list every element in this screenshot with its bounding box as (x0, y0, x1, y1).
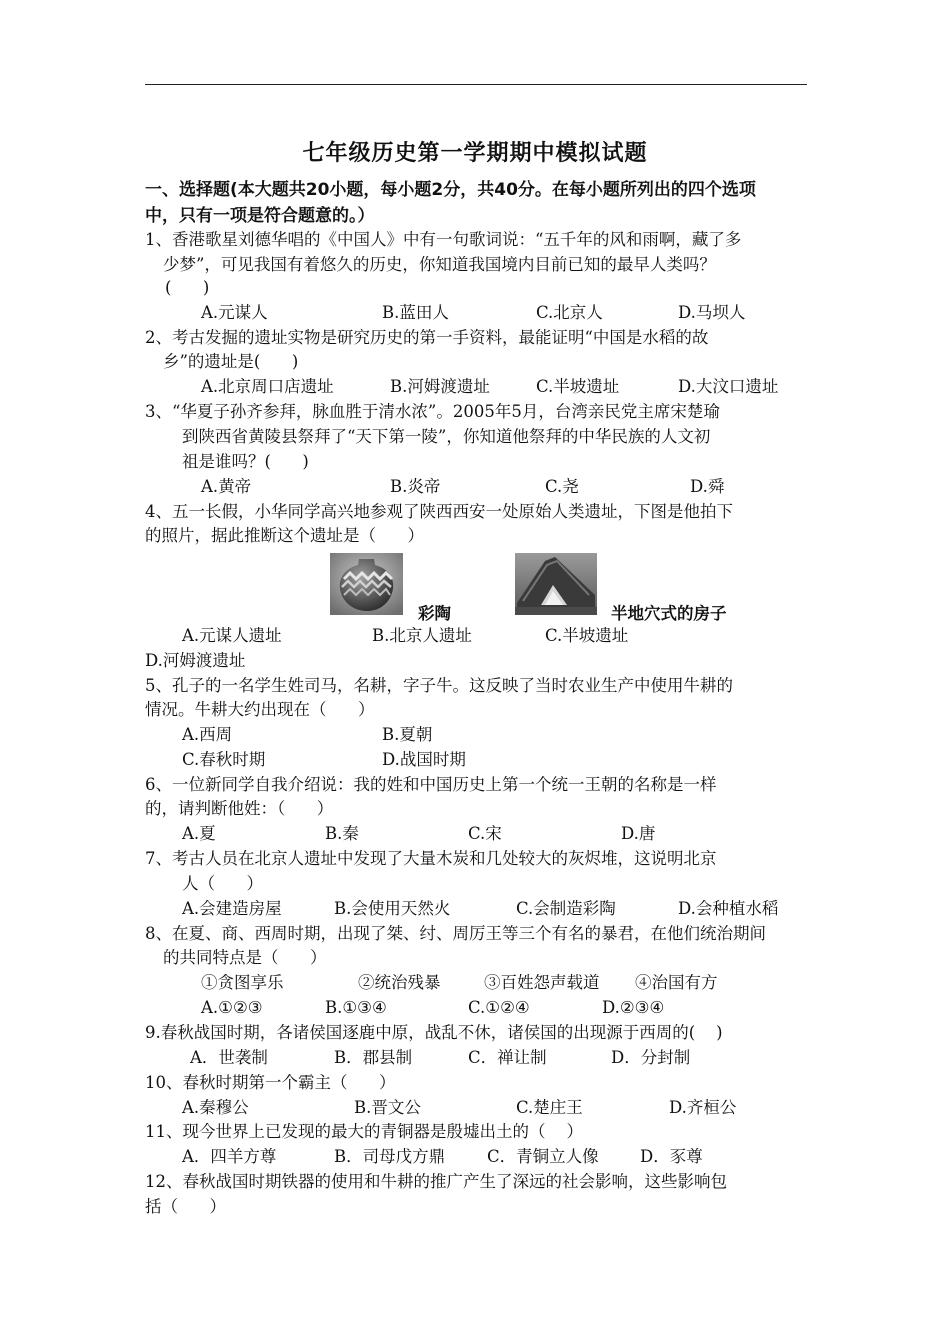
q4-option-a: A.元谋人遗址 (182, 626, 282, 645)
q12-stem-line1: 12、春秋战国时期铁器的使用和牛耕的推广产生了深远的社会影响，这些影响包 (145, 1172, 727, 1191)
q9-option-a: A．世袭制 (190, 1048, 268, 1067)
q10-stem-line1: 10、春秋时期第一个霸主（ ） (145, 1073, 396, 1092)
q5-option-b: B.夏朝 (382, 725, 433, 744)
section-heading-line2: 中，只有一项是符合题意的。） (145, 206, 375, 226)
semi-subterranean-house-image (515, 553, 597, 615)
q4-option-b: B.北京人遗址 (372, 626, 472, 645)
q5-option-a: A.西周 (182, 725, 233, 744)
q10-option-a: A.秦穆公 (182, 1098, 249, 1117)
page-title: 七年级历史第一学期期中模拟试题 (302, 141, 648, 166)
q11-option-c: C．青铜立人像 (487, 1147, 599, 1166)
q3-option-c: C.尧 (545, 477, 579, 496)
q3-stem-line1: 3、“华夏子孙齐参拜，脉血胜于清水浓”。2005年5月，台湾亲民党主席宋楚瑜 (145, 402, 720, 421)
q9-stem-line1: 9.春秋战国时期，各诸侯国逐鹿中原，战乱不休，诸侯国的出现源于西周的( ) (145, 1023, 723, 1042)
section-heading-line1: 一、选择题(本大题共20小题，每小题2分，共40分。在每小题所列出的四个选项 (145, 180, 756, 200)
q10-option-b: B.晋文公 (354, 1098, 421, 1117)
q10-option-d: D.齐桓公 (669, 1098, 737, 1117)
q8-option-a: A.①②③ (201, 998, 263, 1017)
q8-stem-line2: 的共同特点是（ ） (163, 948, 327, 967)
q4-option-d: D.河姆渡遗址 (145, 651, 246, 670)
q2-option-a: A.北京周口店遗址 (201, 377, 334, 396)
q8-statement-2: ②统治残暴 (358, 973, 441, 992)
q7-option-c: C.会制造彩陶 (516, 899, 616, 918)
q7-stem-line1: 7、考古人员在北京人遗址中发现了大量木炭和几处较大的灰烬堆，这说明北京 (145, 849, 717, 868)
q1-stem-line2: 少梦”，可见我国有着悠久的历史，你知道我国境内目前已知的最早人类吗？ (163, 255, 716, 274)
q5-stem-line2: 情况。牛耕大约出现在（ ） (145, 700, 375, 719)
q3-option-a: A.黄帝 (201, 477, 252, 496)
painted-pottery-image (330, 553, 403, 615)
q3-stem-line3: 祖是谁吗？( ) (182, 452, 309, 471)
q9-option-d: D．分封制 (611, 1048, 691, 1067)
q4-stem-line2: 的照片，据此推断这个遗址是（ ） (145, 526, 424, 545)
q9-option-c: C．禅让制 (468, 1048, 547, 1067)
q1-option-b: B.蓝田人 (382, 303, 449, 322)
q2-stem-line1: 2、考古发掘的遗址实物是研究历史的第一手资料，最能证明“中国是水稻的故 (145, 328, 709, 347)
q8-statement-3: ③百姓怨声载道 (484, 973, 600, 992)
house-caption: 半地穴式的房子 (611, 604, 727, 623)
q2-option-b: B.河姆渡遗址 (390, 377, 490, 396)
q11-option-b: B．司母戊方鼎 (334, 1147, 446, 1166)
q7-stem-line2: 人（ ） (182, 874, 263, 893)
pottery-caption: 彩陶 (418, 604, 451, 623)
header-rule (145, 84, 807, 85)
q2-stem-line2: 乡”的遗址是( ) (163, 352, 299, 371)
q1-option-c: C.北京人 (536, 303, 603, 322)
q8-statement-1: ①贪图享乐 (201, 973, 284, 992)
q1-stem-line1: 1、香港歌星刘德华唱的《中国人》中有一句歌词说：“五千年的风和雨啊，藏了多 (145, 230, 742, 249)
q1-stem-line3: ( ) (165, 278, 210, 297)
q8-statement-4: ④治国有方 (635, 973, 718, 992)
q1-option-a: A.元谋人 (201, 303, 268, 322)
q5-option-d: D.战国时期 (382, 750, 466, 769)
q3-option-d: D.舜 (690, 477, 725, 496)
q11-option-d: D．豕尊 (640, 1147, 703, 1166)
q11-option-a: A．四羊方尊 (182, 1147, 277, 1166)
q6-option-c: C.宋 (468, 824, 502, 843)
q6-stem-line1: 6、一位新同学自我介绍说：我的姓和中国历史上第一个统一王朝的名称是一样 (145, 775, 717, 794)
q6-option-b: B.秦 (325, 824, 359, 843)
q2-option-d: D.大汶口遗址 (678, 377, 779, 396)
q12-stem-line2: 括（ ） (145, 1197, 226, 1216)
q2-option-c: C.半坡遗址 (536, 377, 620, 396)
q6-option-d: D.唐 (621, 824, 656, 843)
q1-option-d: D.马坝人 (678, 303, 746, 322)
q4-option-c: C.半坡遗址 (545, 626, 629, 645)
q9-option-b: B．郡县制 (334, 1048, 413, 1067)
q8-option-c: C.①②④ (468, 998, 530, 1017)
q8-option-b: B.①③④ (325, 998, 387, 1017)
q10-option-c: C.楚庄王 (516, 1098, 583, 1117)
q7-option-a: A.会建造房屋 (182, 899, 282, 918)
q6-stem-line2: 的，请判断他姓：（ ） (145, 799, 334, 818)
q7-option-b: B.会使用天然火 (334, 899, 451, 918)
q6-option-a: A.夏 (182, 824, 216, 843)
q3-option-b: B.炎帝 (390, 477, 441, 496)
q3-stem-line2: 到陕西省黄陵县祭拜了“天下第一陵”，你知道他祭拜的中华民族的人文初 (182, 427, 711, 446)
q11-stem-line1: 11、现今世界上已发现的最大的青铜器是殷墟出土的（ ） (145, 1122, 583, 1141)
q8-stem-line1: 8、在夏、商、西周时期，出现了桀、纣、周厉王等三个有名的暴君，在他们统治期间 (145, 924, 766, 943)
q7-option-d: D.会种植水稻 (678, 899, 779, 918)
q5-option-c: C.春秋时期 (182, 750, 266, 769)
q4-stem-line1: 4、五一长假，小华同学高兴地参观了陕西西安一处原始人类遗址，下图是他拍下 (145, 502, 733, 521)
q5-stem-line1: 5、孔子的一名学生姓司马，名耕，字子牛。这反映了当时农业生产中使用牛耕的 (145, 676, 733, 695)
q8-option-d: D.②③④ (602, 998, 665, 1017)
